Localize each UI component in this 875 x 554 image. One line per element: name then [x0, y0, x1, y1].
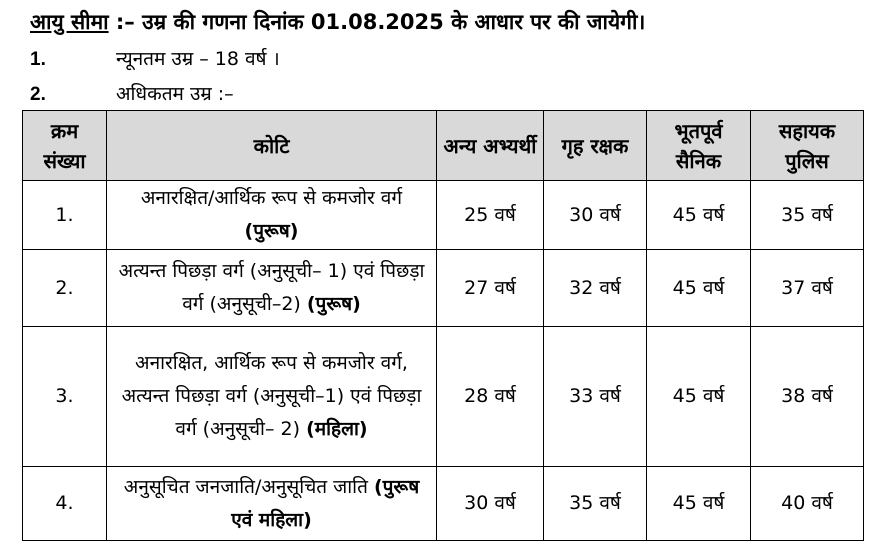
- table-row: [23, 327, 864, 467]
- other-age-cell: 28 वर्ष: [437, 327, 544, 467]
- serial-cell: 4.: [23, 467, 107, 541]
- category-cell: [107, 467, 437, 541]
- home-guard-age-cell: 35 वर्ष: [544, 467, 647, 541]
- header-category: कोटि: [107, 111, 437, 181]
- heading-text: :– उम्र की गणना दिनांक 01.08.2025 के आधार पर की जायेगी।: [115, 10, 646, 34]
- category-text: अनारक्षित, आर्थिक रूप से कमजोर वर्ग, अत्यन्त पिछड़ा वर्ग (अनुसूची–1) एवं पिछड़ा वर्ग (अनुसूची– 2): [121, 352, 422, 440]
- other-age-cell: 30 वर्ष: [437, 467, 544, 541]
- serial-cell: 1.: [23, 181, 107, 250]
- table-row: [23, 181, 864, 250]
- category-cell: [107, 250, 437, 327]
- other-age-cell: 25 वर्ष: [437, 181, 544, 250]
- category-cell: [107, 327, 437, 467]
- gender-text: (पुरूष एवं महिला): [231, 475, 420, 531]
- table-header-row: [23, 111, 864, 181]
- assistant-police-age-cell: 38 वर्ष: [751, 327, 864, 467]
- header-assistant-police: सहायक पुलिस: [751, 111, 864, 181]
- other-age-cell: 27 वर्ष: [437, 250, 544, 327]
- point-number: 1.: [30, 49, 46, 70]
- gender-text: (पुरूष): [306, 293, 361, 315]
- home-guard-age-cell: 33 वर्ष: [544, 327, 647, 467]
- assistant-police-age-cell: 40 वर्ष: [751, 467, 864, 541]
- category-text: अनारक्षित/आर्थिक रूप से कमजोर वर्ग: [140, 187, 403, 209]
- point-min-age: [30, 45, 280, 71]
- header-other-candidates: अन्य अभ्यर्थी: [437, 111, 544, 181]
- home-guard-age-cell: 30 वर्ष: [544, 181, 647, 250]
- table-row: [23, 250, 864, 327]
- category-text: अत्यन्त पिछड़ा वर्ग (अनुसूची– 1) एवं पिछड़ा वर्ग (अनुसूची–2): [118, 260, 425, 315]
- assistant-police-age-cell: 37 वर्ष: [751, 250, 864, 327]
- header-home-guard: गृह रक्षक: [544, 111, 647, 181]
- gender-text: (महिला): [306, 418, 368, 440]
- gender-text: (पुरूष): [244, 220, 299, 242]
- ex-serviceman-age-cell: 45 वर्ष: [647, 181, 751, 250]
- point-text: न्यूनतम उम्र – 18 वर्ष ।: [116, 48, 280, 70]
- header-serial: क्रम संख्या: [23, 111, 107, 181]
- ex-serviceman-age-cell: 45 वर्ष: [647, 467, 751, 541]
- age-limit-heading: [30, 8, 645, 36]
- ex-serviceman-age-cell: 45 वर्ष: [647, 327, 751, 467]
- assistant-police-age-cell: 35 वर्ष: [751, 181, 864, 250]
- heading-label: आयु सीमा: [30, 10, 109, 34]
- point-number: 2.: [30, 84, 46, 105]
- header-ex-serviceman: भूतपूर्व सैनिक: [647, 111, 751, 181]
- age-limit-table: [22, 110, 864, 541]
- home-guard-age-cell: 32 वर्ष: [544, 250, 647, 327]
- serial-cell: 2.: [23, 250, 107, 327]
- ex-serviceman-age-cell: 45 वर्ष: [647, 250, 751, 327]
- category-text: अनुसूचित जनजाति/अनुसूचित जाति: [123, 475, 368, 498]
- point-text: अधिकतम उम्र :–: [116, 83, 234, 105]
- category-cell: [107, 181, 437, 250]
- table-row: [23, 467, 864, 541]
- point-max-age: [30, 80, 234, 106]
- serial-cell: 3.: [23, 327, 107, 467]
